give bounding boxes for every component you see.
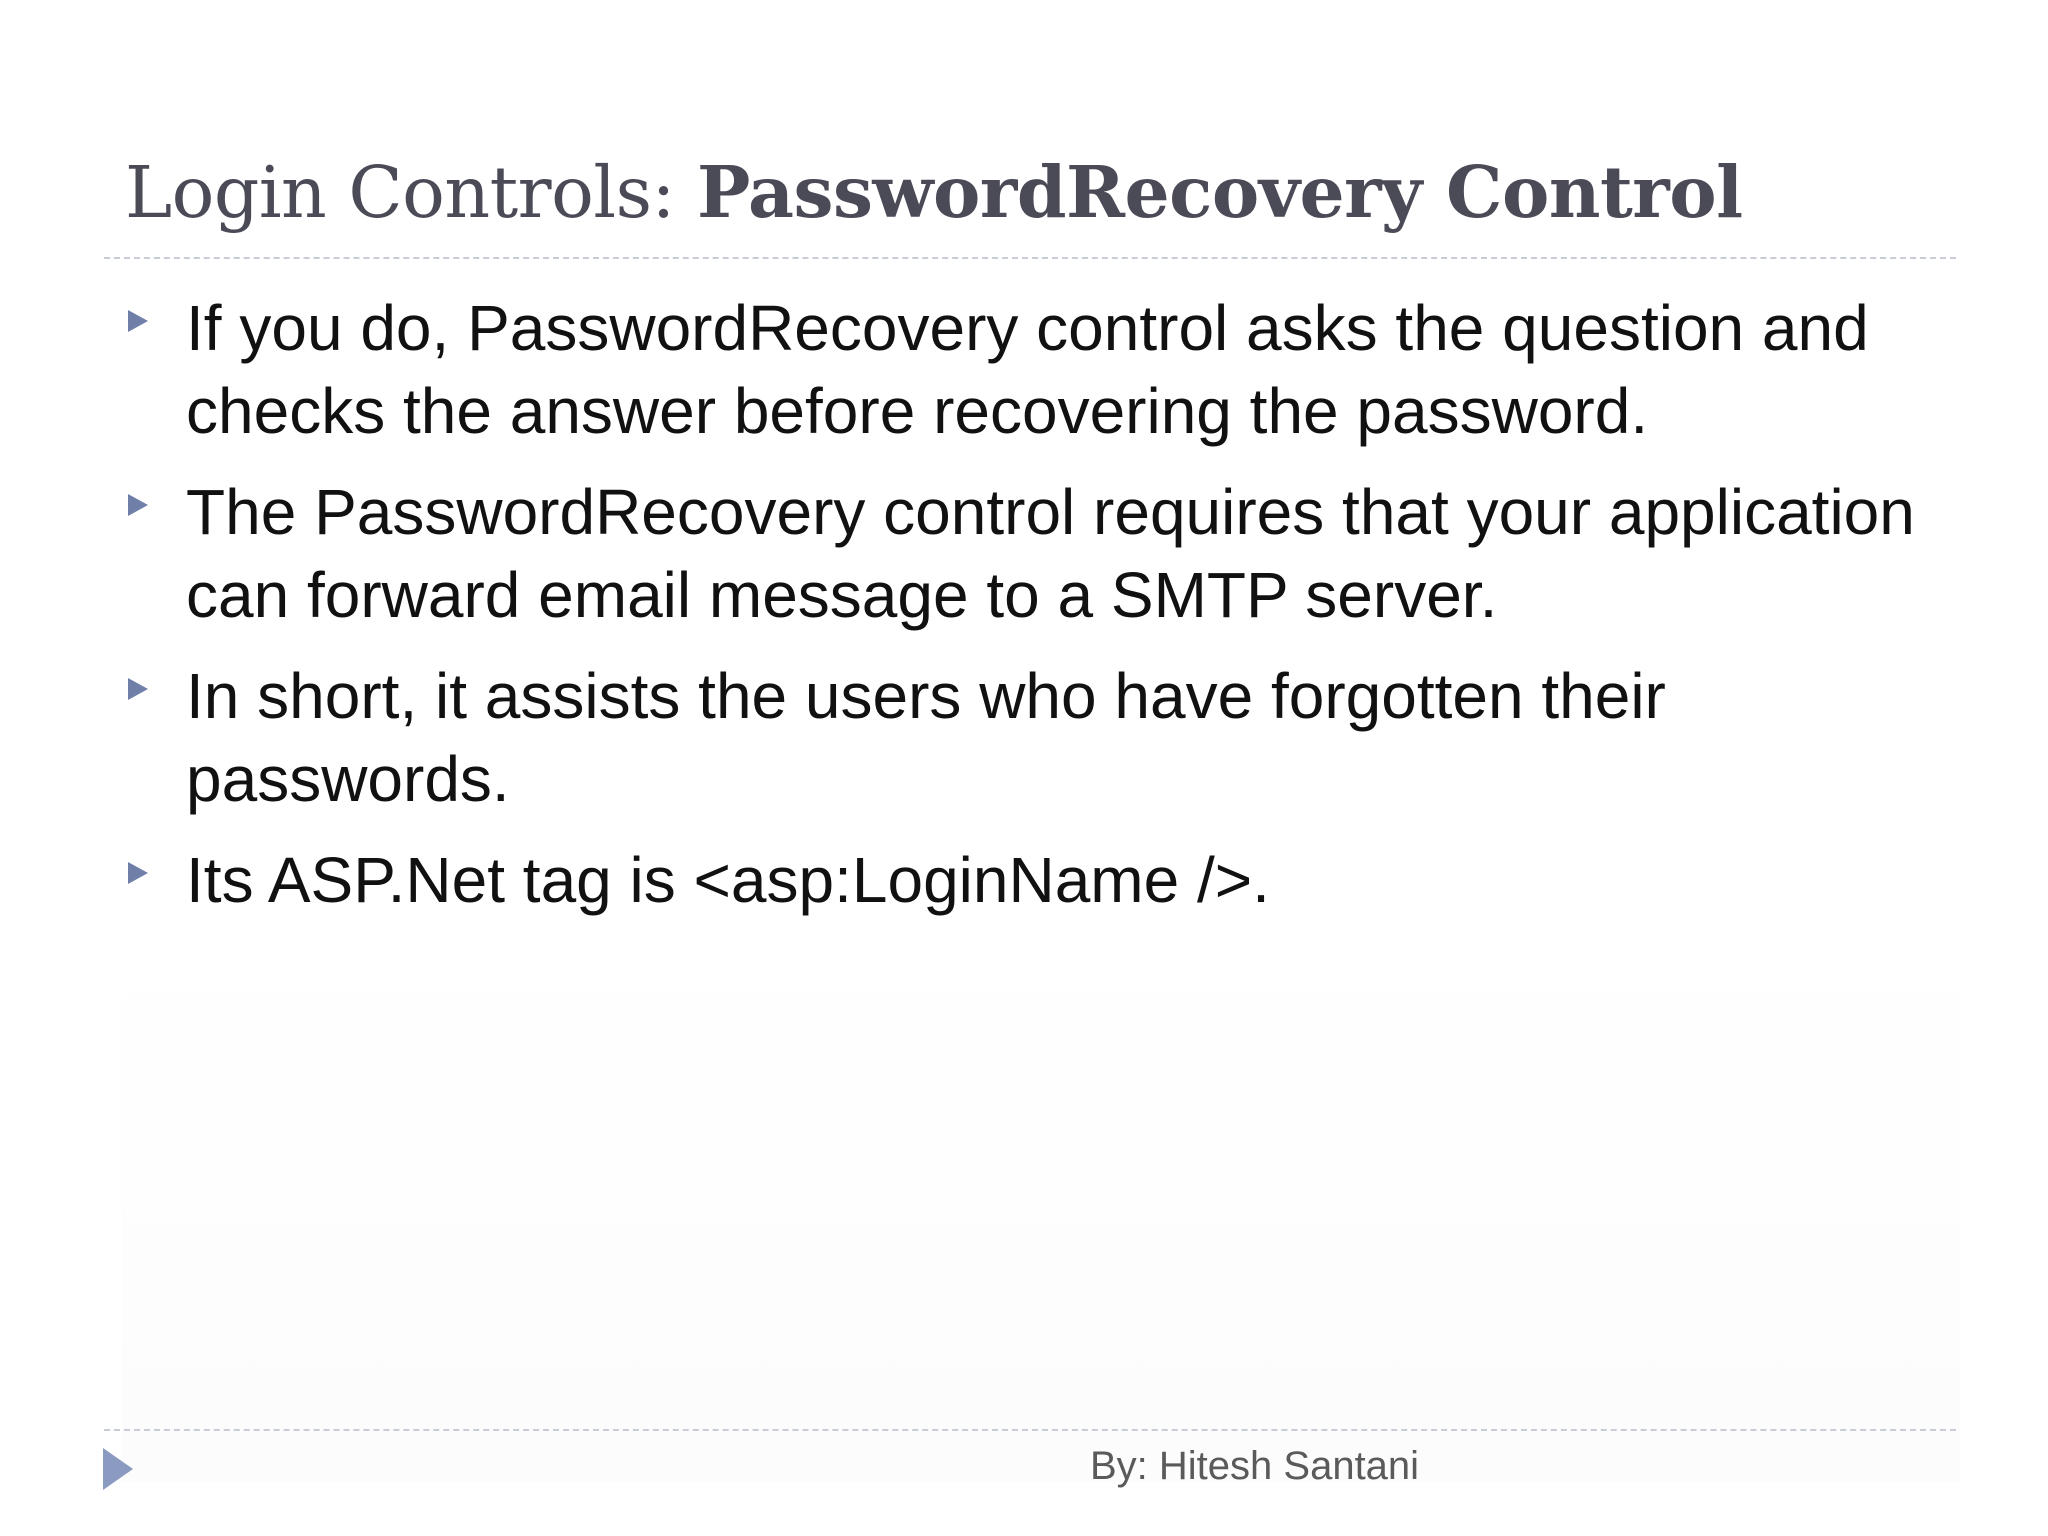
bullet-triangle-icon (128, 678, 148, 700)
bullet-triangle-icon (128, 494, 148, 516)
title-bold: PasswordRecovery Control (697, 150, 1743, 234)
footer-triangle-icon (103, 1448, 133, 1490)
bullet-text: If you do, PasswordRecovery control asks the question and checks the answer before recovering the password. (186, 292, 1869, 447)
bullet-item (128, 655, 1958, 821)
bullet-list (128, 287, 1958, 940)
bullet-text: Its ASP.Net tag is <asp:LoginName />. (186, 844, 1270, 916)
bullet-triangle-icon (128, 310, 148, 332)
bullet-text: The PasswordRecovery control requires that your application can forward email message to a SMTP server. (186, 476, 1915, 631)
bullet-item (128, 287, 1958, 453)
bullet-item (128, 471, 1958, 637)
footer-author: By: Hitesh Santani (1090, 1444, 1420, 1488)
bullet-triangle-icon (128, 862, 148, 884)
footer-divider (104, 1429, 1956, 1431)
content-panel (122, 922, 1960, 1482)
title-prefix: Login Controls: (125, 151, 697, 234)
slide-title (125, 150, 1743, 235)
title-divider (104, 257, 1956, 259)
bullet-item (128, 839, 1958, 922)
bullet-text: In short, it assists the users who have forgotten their passwords. (186, 660, 1666, 815)
